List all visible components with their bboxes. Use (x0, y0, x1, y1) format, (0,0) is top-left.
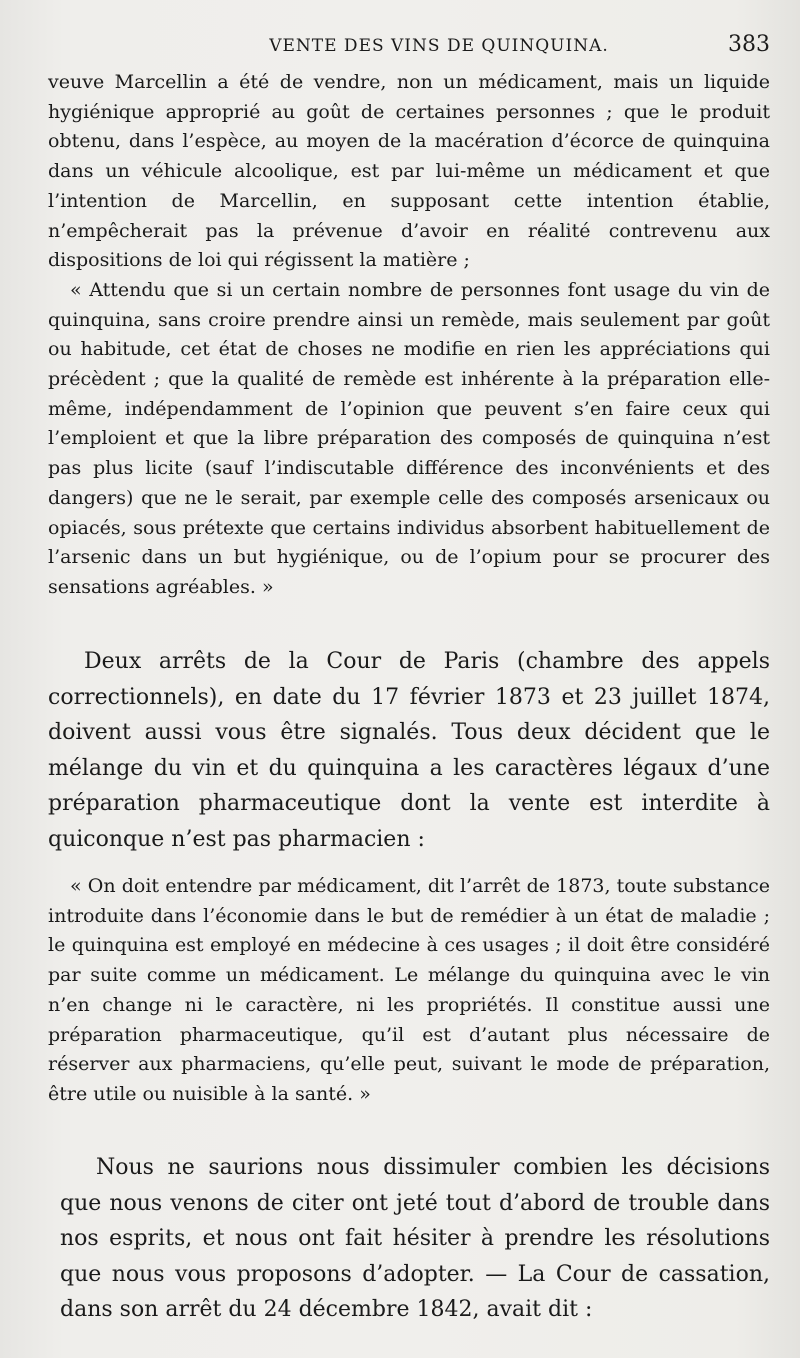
citation-block (48, 68, 770, 603)
paragraph-conclusion (60, 1150, 770, 1328)
paragraph-text: Deux arrêts de la Cour de Paris (chambre des appels correctionnels), en date du 17 février 1873 et 23 juillet 1874, doivent aussi vous être signalés. Tous deux décident que le mélange du vin et du quinquina a les caractères légaux d’une préparation pharmaceutique dont la vente est interdite à quiconque n’est pas pharmacien : (48, 649, 770, 852)
quote-block-1873 (48, 872, 770, 1110)
paragraph-text: Nous ne saurions nous dissimuler combien les décisions que nous venons de citer ont jeté tout d’abord de trouble dans nos esprits, et nous ont fait hésiter à prendre les résolutions que nous vous proposons d’adopter. — La Cour de cassation, dans son arrêt du 24 décembre 1842, avait dit : (60, 1155, 770, 1322)
paragraph-cour-de-paris (48, 644, 770, 857)
page-number: 383 (728, 32, 770, 57)
paragraph-arret-1873-quote: « On doit entendre par médicament, dit l’arrêt de 1873, toute substance introduite dans l’économie dans le but de remédier à un état de maladie ; le quinquina est employé en médecine à ces usages ; il doit être considéré par suite comme un médicament. Le mélange du quinquina avec le vin n’en change ni le caractère, ni les propriétés. Il constitue aussi une préparation pharmaceutique, qu’il est d’autant plus nécessaire de réserver aux pharmaciens, qu’elle peut, suivant le mode de préparation, être utile ou nuisible à la santé. » (48, 875, 770, 1105)
page-header (48, 32, 770, 66)
paragraph-attendu-quote: « Attendu que si un certain nombre de personnes font usage du vin de quinquina, sans croire prendre ainsi un remède, mais seulement par goût ou habitude, cet état de choses ne modifie en rien les appréciations qui précèdent ; que la qualité de remède est inhérente à la préparation elle-même, indépendamment de l’opinion que peuvent s’en faire ceux qui l’emploient et que la libre préparation des composés de quinquina n’est pas plus licite (sauf l’indiscutable différence des inconvénients et des dangers) que ne le serait, par exemple celle des composés arsenicaux ou opiacés, sous prétexte que certains individus absorbent habituellement de l’arsenic dans un but hygiénique, ou de l’opium pour se procurer des sensations agréables. » (48, 278, 770, 598)
paragraph-continuation: veuve Marcellin a été de vendre, non un médicament, mais un liquide hygiénique approprié au goût de certaines personnes ; que le produit obtenu, dans l’espèce, au moyen de la macération d’écorce de quinquina dans un véhicule alcoolique, est par lui-même un médicament et que l’intention de Marcellin, en supposant cette intention établie, n’empêcherait pas la prévenue d’avoir en réalité contrevenu aux dispositions de loi qui régissent la matière ; (48, 71, 770, 272)
running-head: VENTE DES VINS DE QUINQUINA. (269, 36, 609, 56)
